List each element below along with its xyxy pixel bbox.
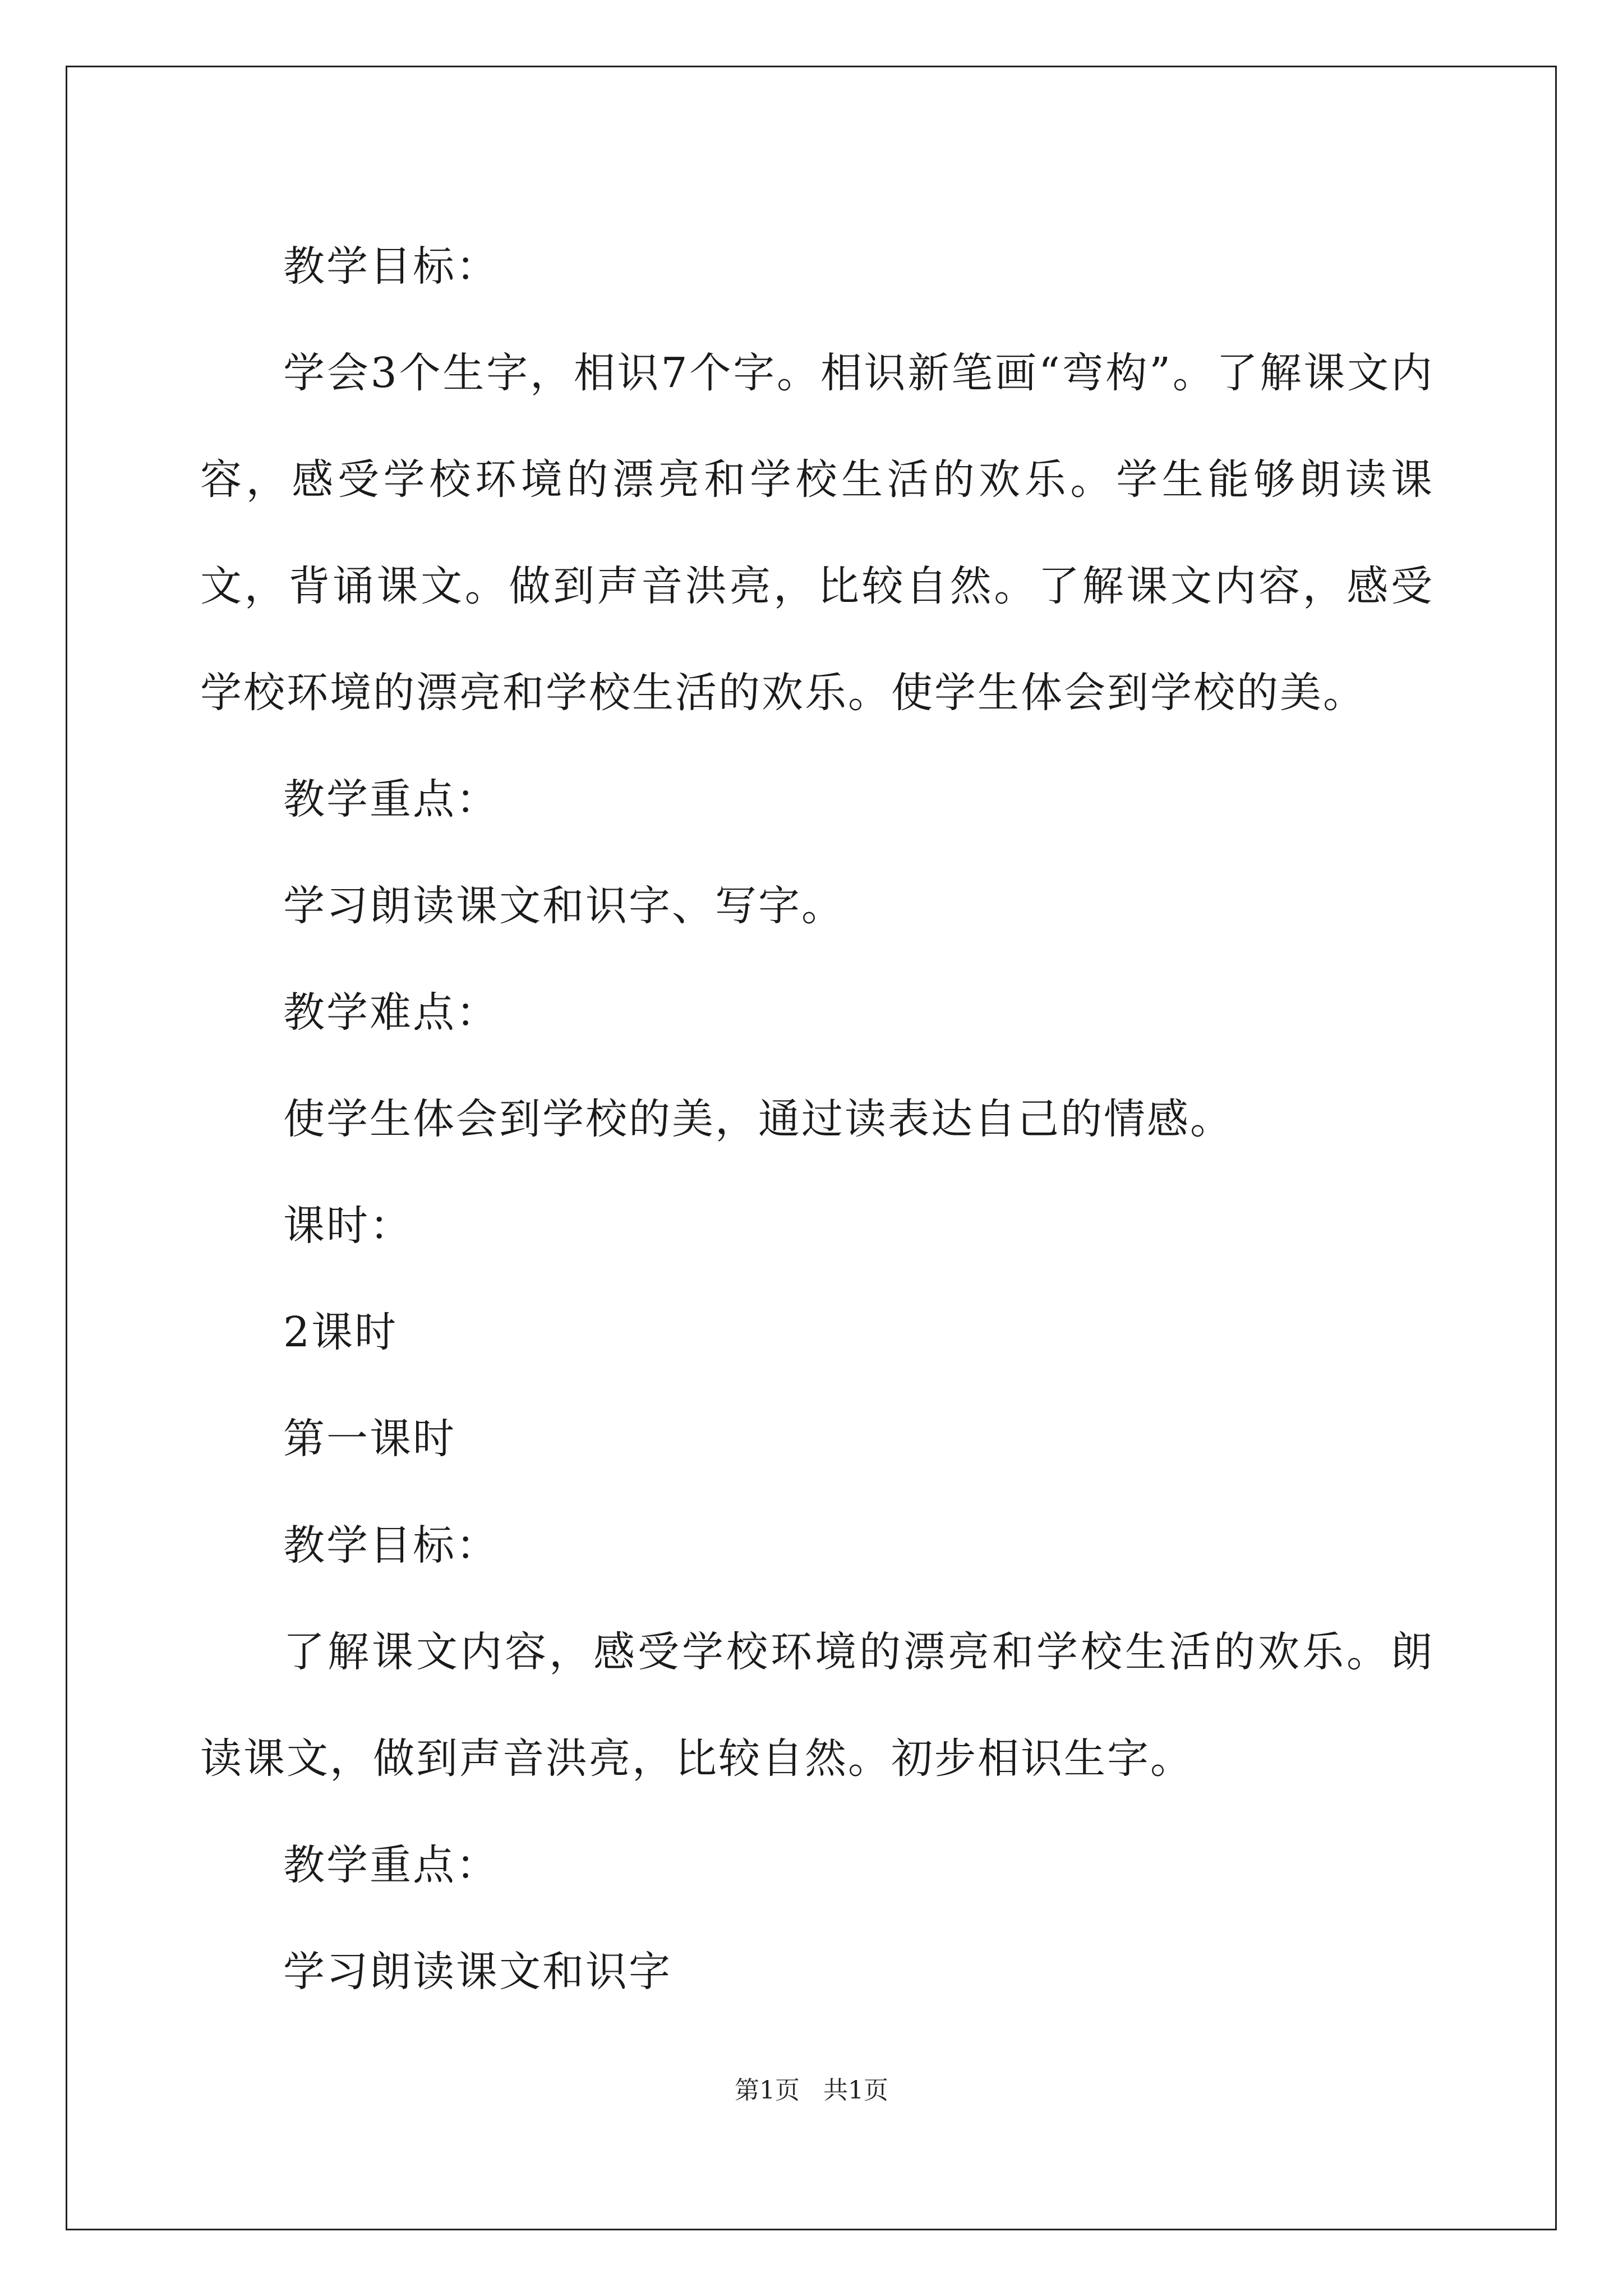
paragraph: 了解课文内容，感受学校环境的漂亮和学校生活的欢乐。朗读课文，做到声音洪亮，比较自然。初步相识生字。: [200, 1628, 1434, 1783]
paragraph: 学习朗读课文和识字: [283, 1948, 672, 1996]
document-body: [200, 213, 1434, 2025]
paragraph: 第一课时: [283, 1415, 456, 1463]
page-number: 第1页: [735, 2076, 800, 2105]
paragraph: 教学目标：: [283, 242, 499, 291]
paragraph: 学习朗读课文和识字、写字。: [283, 882, 845, 930]
paragraph: 课时：: [283, 1202, 413, 1250]
paragraph: 教学目标：: [283, 1521, 499, 1570]
paragraph: 学会3个生字，相识7个字。相识新笔画“弯构”。了解课文内容，感受学校环境的漂亮和学校生活的欢乐。学生能够朗读课文，背诵课文。做到声音洪亮，比较自然。了解课文内容，感受学校环境的漂亮和学校生活的欢乐。使学生体会到学校的美。: [200, 349, 1434, 717]
page-total: 共1页: [823, 2076, 888, 2105]
paragraph: 使学生体会到学校的美，通过读表达自己的情感。: [283, 1095, 1233, 1143]
paragraph: 2课时: [283, 1308, 398, 1356]
paragraph: 教学重点：: [283, 775, 499, 823]
paragraph: 教学重点：: [283, 1841, 499, 1889]
page-footer: [0, 2070, 1623, 2106]
paragraph: 教学难点：: [283, 988, 499, 1037]
